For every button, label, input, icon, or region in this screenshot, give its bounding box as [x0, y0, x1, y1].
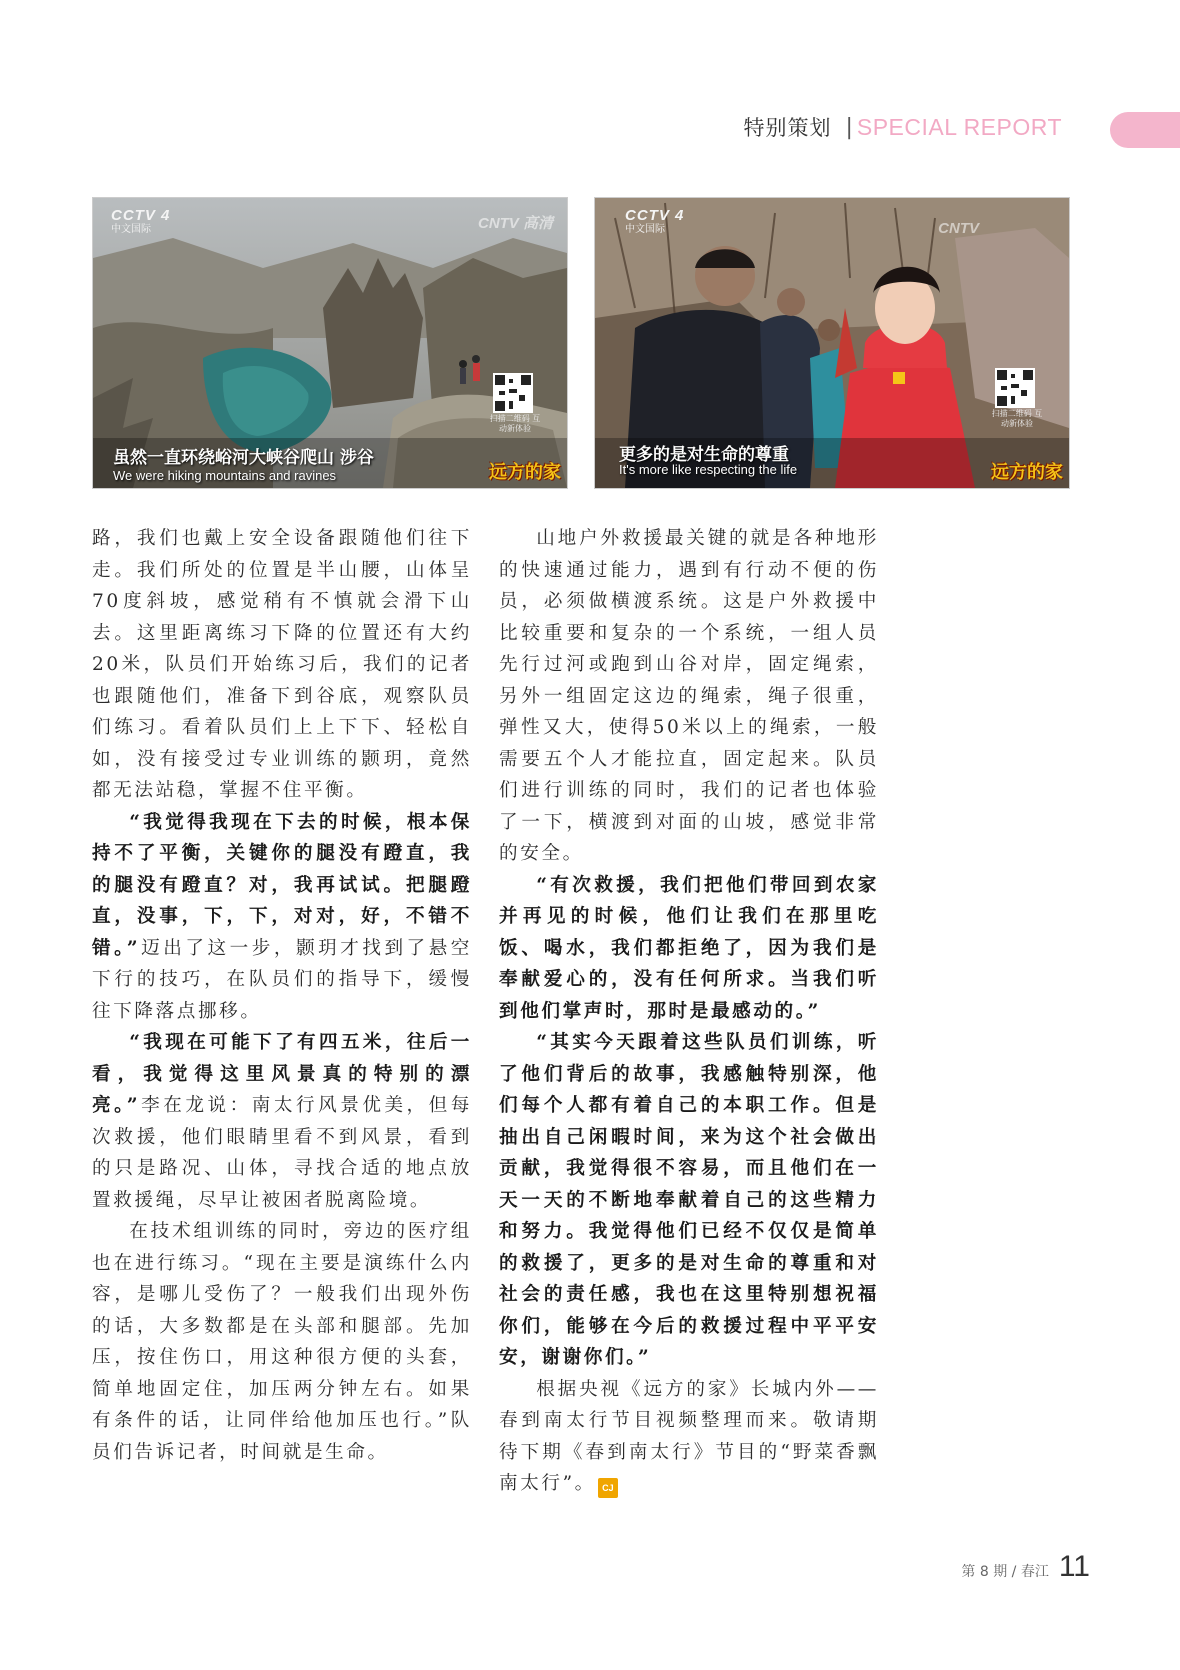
paragraph-text: 李在龙说：南太行风景优美，但每次救援，他们眼睛里看不到风景，看到的只是路况、山体，寻找合适的地点放置救援绳，尽早让被困者脱离险境。: [92, 1095, 472, 1211]
cntv-watermark: CNTV 高清: [477, 215, 553, 232]
program-logo: 远方的家: [489, 462, 561, 483]
program-logo: 远方的家: [991, 462, 1063, 483]
subtitle-zh: 虽然一直环绕峪河大峡谷爬山 涉谷: [113, 448, 374, 468]
paragraph-with-quote: [92, 1027, 472, 1216]
article-column-right: [499, 523, 879, 1500]
paragraph: 在技术组训练的同时，旁边的医疗组也在进行练习。“现在主要是演练什么内容，是哪儿受伤了？一般我们出现外伤的话，大多数都是在头部和腿部。先加压，按住伤口，用这种很方便的头套，简单地固定住，加压两分钟左右。如果有条件的话，让同伴给他加压也行。”队员们告诉记者，时间就是生命。: [92, 1221, 472, 1463]
subtitle-en: It's more like respecting the life: [619, 462, 798, 477]
section-tab-decoration: [1110, 112, 1180, 148]
quote: “其实今天跟着这些队员们训练，听了他们背后的故事，我感触特别深，他们每个人都有着自己的本职工作。但是抽出自己闲暇时间，来为这个社会做出贡献，我觉得很不容易，而且他们在一天一天的不断地奉献着自己的这些精力和努力。我觉得他们已经不仅仅是简单的救援了，更多的是对生命的尊重和对社会的责任感，我也在这里特别想祝福你们，能够在今后的救援过程中平平安安，谢谢你们。”: [499, 1032, 879, 1368]
article-column-left: [92, 523, 472, 1468]
channel-name: CCTV 4: [111, 207, 171, 224]
channel-subtitle: 中文国际: [625, 224, 665, 235]
section-title-zh: 特别策划: [743, 116, 832, 140]
cntv-watermark: CNTV: [938, 220, 979, 237]
section-title-en: SPECIAL REPORT: [856, 113, 1062, 140]
photo-canyon: [92, 197, 568, 489]
quote: “我现在可能下了有四五米，往后一看，我觉得这里风景真的特别的漂亮。”: [92, 1032, 472, 1116]
qr-code-icon: [995, 368, 1035, 408]
channel-subtitle: 中文国际: [111, 224, 151, 235]
qr-caption: 扫描二维码 互动新体验: [489, 414, 541, 433]
paragraph-with-quote: [92, 807, 472, 1028]
quote: “我觉得我现在下去的时候，根本保持不了平衡，关键你的腿没有蹬直，我的腿没有蹬直？对，我再试试。把腿蹬直，没事，下，下，对对，好，不错不错。”: [92, 811, 472, 959]
issue-label: 第 8 期 / 春江: [961, 1564, 1049, 1580]
photo-reporter: [594, 197, 1070, 489]
cctv-channel-logo: [111, 208, 170, 235]
quote: “有次救援，我们把他们带回到农家并再见的时候，他们让我们在那里吃饭、喝水，我们都拒绝了，因为我们是奉献爱心的，没有任何所求。当我们听到他们掌声时，那时是最感动的。”: [499, 874, 879, 1022]
channel-name: CCTV 4: [625, 207, 685, 224]
qr-code-icon: [493, 373, 533, 413]
qr-caption: 扫描二维码 互动新体验: [991, 409, 1043, 428]
section-header: [743, 112, 1062, 142]
source-note-text: 根据央视《远方的家》长城内外——春到南太行节目视频整理而来。敬请期待下期《春到南太行》节目的“野菜香飘南太行”。: [499, 1378, 879, 1494]
source-note: [499, 1374, 879, 1500]
end-mark-icon: CJ: [598, 1478, 618, 1498]
page-footer: [961, 1550, 1090, 1584]
section-divider: |: [845, 114, 853, 140]
paragraph: 山地户外救援最关键的就是各种地形的快速通过能力，遇到有行动不便的伤员，必须做横渡系统。这是户外救援中比较重要和复杂的一个系统，一组人员先行过河或跑到山谷对岸，固定绳索，另外一组固定这边的绳索，绳子很重，弹性又大，使得50米以上的绳索，一般需要五个人才能拉直，固定起来。队员们进行训练的同时，我们的记者也体验了一下，横渡到对面的山坡，感觉非常的安全。: [499, 528, 879, 864]
subtitle-en: We were hiking mountains and ravines: [113, 468, 337, 483]
subtitle-zh: 更多的是对生命的尊重: [619, 445, 789, 465]
paragraph: 路，我们也戴上安全设备跟随他们往下走。我们所处的位置是半山腰，山体呈70度斜坡，感觉稍有不慎就会滑下山去。这里距离练习下降的位置还有大约20米，队员们开始练习后，我们的记者也跟随他们，准备下到谷底，观察队员们练习。看着队员们上上下下、轻松自如，没有接受过专业训练的颢玥，竟然都无法站稳，掌握不住平衡。: [92, 528, 472, 801]
cctv-channel-logo: [625, 208, 684, 235]
paragraph-text: 迈出了这一步，颢玥才找到了悬空下行的技巧，在队员们的指导下，缓慢往下降落点挪移。: [92, 937, 472, 1022]
page-number: 11: [1058, 1550, 1090, 1583]
